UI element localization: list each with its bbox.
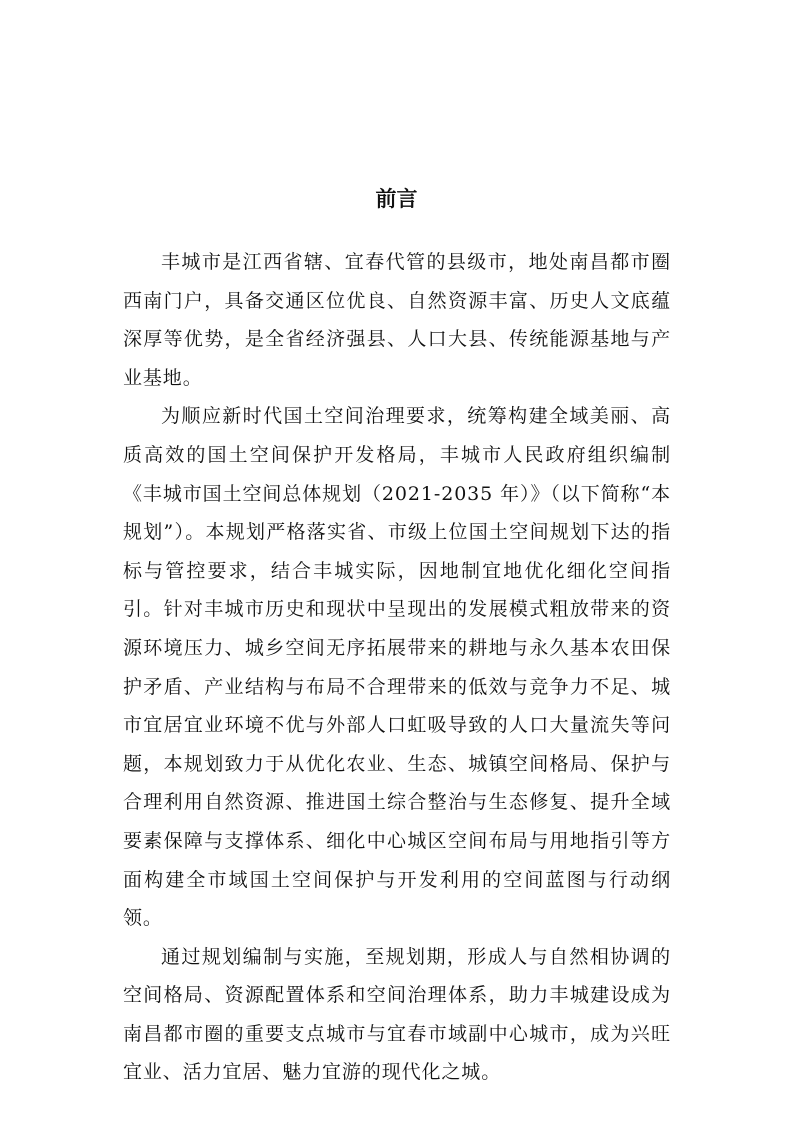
page-title: 前言 (375, 187, 418, 211)
paragraph-goals: 通过规划编制与实施，至规划期，形成人与自然相协调的空间格局、资源配置体系和空间治理体系，助力丰城建设成为南昌都市圈的重要支点城市与宜春市域副中心城市，成为兴旺宜业、活力宜居、魅力宜游的现代化之城。 (123, 945, 671, 1084)
document-body (123, 243, 671, 1092)
paragraph-intro: 丰城市是江西省辖、宜春代管的县级市，地处南昌都市圈西南门户，具备交通区位优良、自然资源丰富、历史人文底蕴深厚等优势，是全省经济强县、人口大县、传统能源基地与产业基地。 (123, 251, 671, 389)
paragraph-planning: 为顺应新时代国土空间治理要求，统筹构建全域美丽、高质高效的国土空间保护开发格局，丰城市人民政府组织编制《丰城市国土空间总体规划（2021-2035 年）》（以下简称“本规划”）。本规划严格落实省、市级上位国土空间规划下达的指标与管控要求，结合丰城实际，因地制宜地优化细化空间指引。针对丰城市历史和现状中呈现出的发展模式粗放带来的资源环境压力、城乡空间无序拓展带来的耕地与永久基本农田保护矛盾、产业结构与布局不合理带来的低效与竞争力不足、城市宜居宜业环境不优与外部人口虹吸导致的人口大量流失等问题，本规划致力于从优化农业、生态、城镇空间格局、保护与合理利用自然资源、推进国土综合整治与生态修复、提升全域要素保障与支撑体系、细化中心城区空间布局与用地指引等方面构建全市域国土空间保护与开发利用的空间蓝图与行动纲领。 (123, 405, 671, 930)
